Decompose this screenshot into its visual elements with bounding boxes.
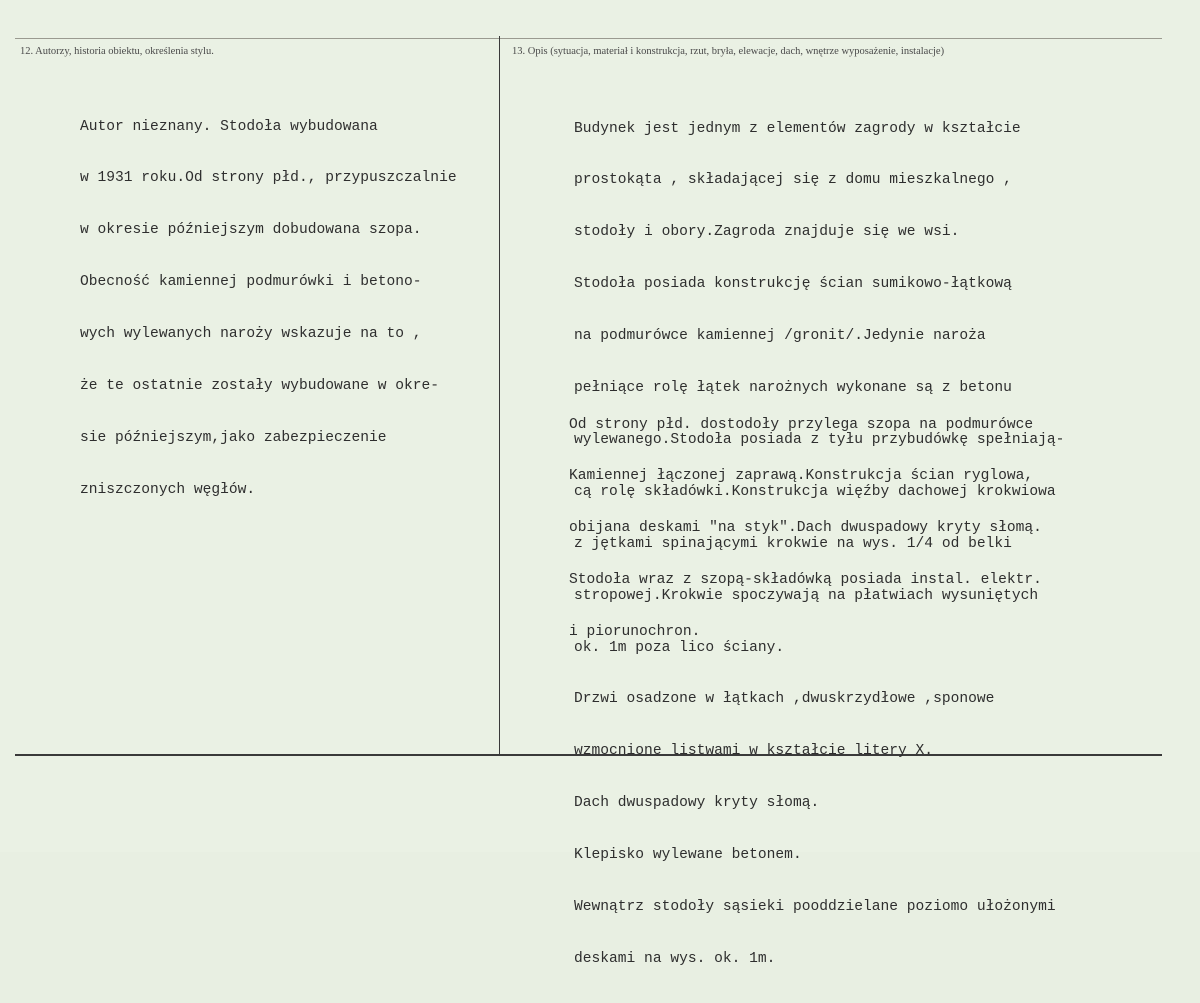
text-line: cą rolę składówki.Konstrukcja więźby dachowej krokwiowa [574, 483, 1056, 500]
top-rule [15, 38, 1162, 39]
text-line: Drzwi osadzone w łątkach ,dwuskrzydłowe ,sponowe [574, 691, 995, 708]
text-line: Od strony płd. dostodoły przylega szopa na podmurówce [569, 416, 1034, 433]
text-line: ok. 1m poza lico ściany. [574, 639, 785, 656]
text-line: stropowej.Krokwie spoczywają na płatwiach wysuniętych [574, 587, 1039, 604]
text-line: Stodoła posiada konstrukcję ścian sumikowo-łątkową [574, 276, 1012, 293]
text-line: zniszczonych węgłów. [80, 481, 256, 498]
text-line: pełniące rolę łątek narożnych wykonane są z betonu [574, 380, 1012, 397]
text-line: z jętkami spinającymi krokwie na wys. 1/4 od belki [574, 535, 1012, 552]
description-text-annex [569, 382, 1042, 676]
section-12-header: 12. Autorzy, historia obiektu, określenia stylu. [20, 46, 214, 57]
text-line: w okresie późniejszym dobudowana szopa. [80, 222, 422, 239]
text-line: Kamiennej łączonej zaprawą.Konstrukcja ścian ryglowa, [569, 468, 1034, 485]
text-line: deskami na wys. ok. 1m. [574, 950, 776, 967]
text-line: i piorunochron. [569, 624, 701, 641]
text-line: Budynek jest jednym z elementów zagrody w kształcie [574, 120, 1021, 137]
text-line: prostokąta , składającej się z domu mieszkalnego , [574, 172, 1012, 189]
text-line: stodoły i obory.Zagroda znajduje się we wsi. [574, 224, 960, 241]
text-line: wylewanego.Stodoła posiada z tyłu przybudówkę spełniają- [574, 431, 1065, 448]
text-line: Stodoła wraz z szopą-składówką posiada instal. elektr. [569, 572, 1042, 589]
text-line: Dach dwuspadowy kryty słomą. [574, 795, 820, 812]
text-line: że te ostatnie zostały wybudowane w okre- [80, 378, 440, 395]
text-line: Obecność kamiennej podmurówki i betono- [80, 274, 422, 291]
text-line: Autor nieznany. Stodoła wybudowana [80, 118, 378, 135]
text-line: Wewnątrz stodoły sąsieki pooddzielane poziomo ułożonymi [574, 898, 1056, 915]
column-divider [499, 36, 500, 754]
text-line: obijana deskami "na styk".Dach dwuspadowy kryty słomą. [569, 520, 1042, 537]
section-13-header: 13. Opis (sytuacja, materiał i konstrukcja, rzut, bryła, elewacje, dach, wnętrze wyposażenie, instalacje) [512, 46, 945, 57]
text-line: wych wylewanych naroży wskazuje na to , [80, 326, 422, 343]
text-line: Klepisko wylewane betonem. [574, 847, 802, 864]
text-line: sie późniejszym,jako zabezpieczenie [80, 429, 387, 446]
authors-history-text [80, 84, 457, 534]
text-line: w 1931 roku.Od strony płd., przypuszczalnie [80, 170, 457, 187]
text-line: na podmurówce kamiennej /gronit/.Jedynie naroża [574, 328, 986, 345]
text-line: wzmocnione listwami w kształcie litery X. [574, 743, 934, 760]
